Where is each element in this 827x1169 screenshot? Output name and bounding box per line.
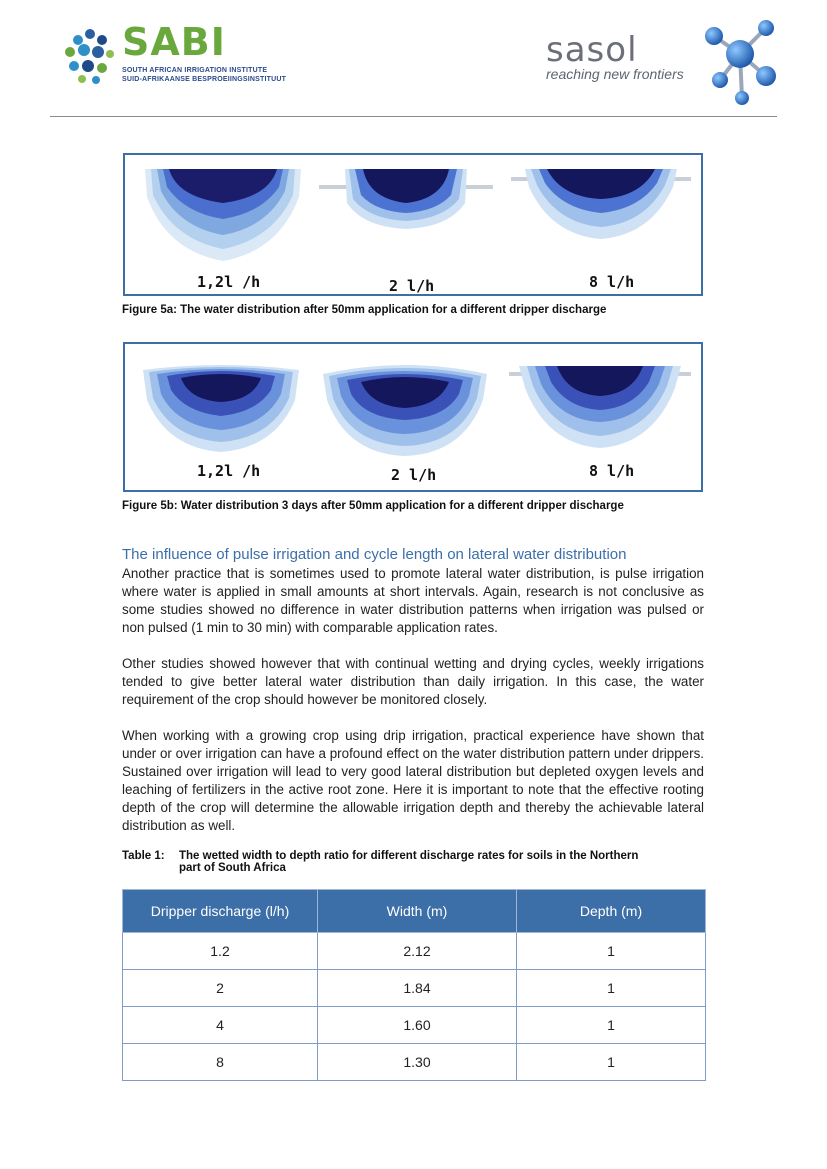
figure-5b [123,342,703,492]
cell-width: 1.60 [318,1007,517,1044]
figure-5a-caption: Figure 5a: The water distribution after 50mm application for a different dripper discharge [122,304,607,316]
sabi-subtitle-af: SUID-AFRIKAANSE BESPROEIINGSINSTITUUT [122,76,287,83]
wetting-pattern-1 [139,360,303,454]
figure-5b-label-2: 2 l/h [391,466,437,484]
section-heading: The influence of pulse irrigation and cycle length on lateral water distribution [122,546,627,563]
figure-5a-label-2: 2 l/h [389,277,435,295]
header-width: Width (m) [318,890,517,933]
cell-width: 1.84 [318,970,517,1007]
table-row [123,1044,706,1081]
paragraph-3: When working with a growing crop using drip irrigation, practical experience have shown that under or over irrigation can have a profound effect on the water distribution pattern under drippers. Sustained over irrigation will lead to very good lateral distribution but depleted oxygen levels and leaching of fertilizers in the active root zone. Here it is important to note that the effective rooting depth of the crop will determine the allowable irrigation depth and thereby the achievable lateral distribution as well. [122,728,704,833]
sabi-logo [60,20,287,90]
cell-discharge: 1.2 [123,933,318,970]
molecule-icon [700,14,780,106]
table-row [123,1007,706,1044]
figure-5a [123,153,703,296]
header-divider [50,116,777,117]
figure-5b-label-3: 8 l/h [589,462,635,480]
table-row [123,933,706,970]
sasol-tagline: reaching new frontiers [546,66,684,82]
wetting-pattern-2 [319,163,493,235]
figure-5a-label-3: 8 l/h [589,273,635,291]
sasol-name: sasol [546,30,638,70]
wetting-pattern-1 [139,161,307,263]
figure-5a-label-1: 1,2l /h [197,273,261,291]
table-caption-number: Table 1: [122,850,165,862]
cell-width: 1.30 [318,1044,517,1081]
cell-depth: 1 [517,1044,706,1081]
wetting-pattern-3 [511,163,691,241]
table-caption-line2: part of South Africa [179,862,286,874]
water-drops-icon [60,26,120,86]
table-header-row [123,890,706,933]
wetting-pattern-2 [317,356,493,458]
cell-discharge: 2 [123,970,318,1007]
paragraph-1: Another practice that is sometimes used to promote lateral water distribution, is pulse irrigation where water is applied in small amounts at short intervals. Again, research is not conclusive as some studies showed no difference in water distribution patterns when irrigation was pulsed or non pulsed (1 min to 30 min) with comparable application rates. [122,566,704,635]
paragraph-2: Other studies showed however that with continual wetting and drying cycles, weekly irrigations tended to give better lateral water distribution than daily irrigation. In this case, the water requirement of the crop should however be monitored closely. [122,656,704,707]
cell-depth: 1 [517,970,706,1007]
figure-5b-label-1: 1,2l /h [197,462,261,480]
sabi-subtitle-en: SOUTH AFRICAN IRRIGATION INSTITUTE [122,67,268,74]
cell-depth: 1 [517,933,706,970]
cell-width: 2.12 [318,933,517,970]
table-caption-line1: The wetted width to depth ratio for different discharge rates for soils in the Northern [179,850,639,862]
cell-depth: 1 [517,1007,706,1044]
cell-discharge: 8 [123,1044,318,1081]
sasol-logo [540,14,780,106]
sabi-name: SABI [122,20,226,64]
figure-5b-caption: Figure 5b: Water distribution 3 days after 50mm application for a different dripper discharge [122,500,624,512]
data-table [122,889,706,1081]
wetting-pattern-3 [509,358,691,450]
cell-discharge: 4 [123,1007,318,1044]
table-row [123,970,706,1007]
header-dripper-discharge: Dripper discharge (l/h) [123,890,318,933]
header-depth: Depth (m) [517,890,706,933]
table-caption [122,850,704,874]
